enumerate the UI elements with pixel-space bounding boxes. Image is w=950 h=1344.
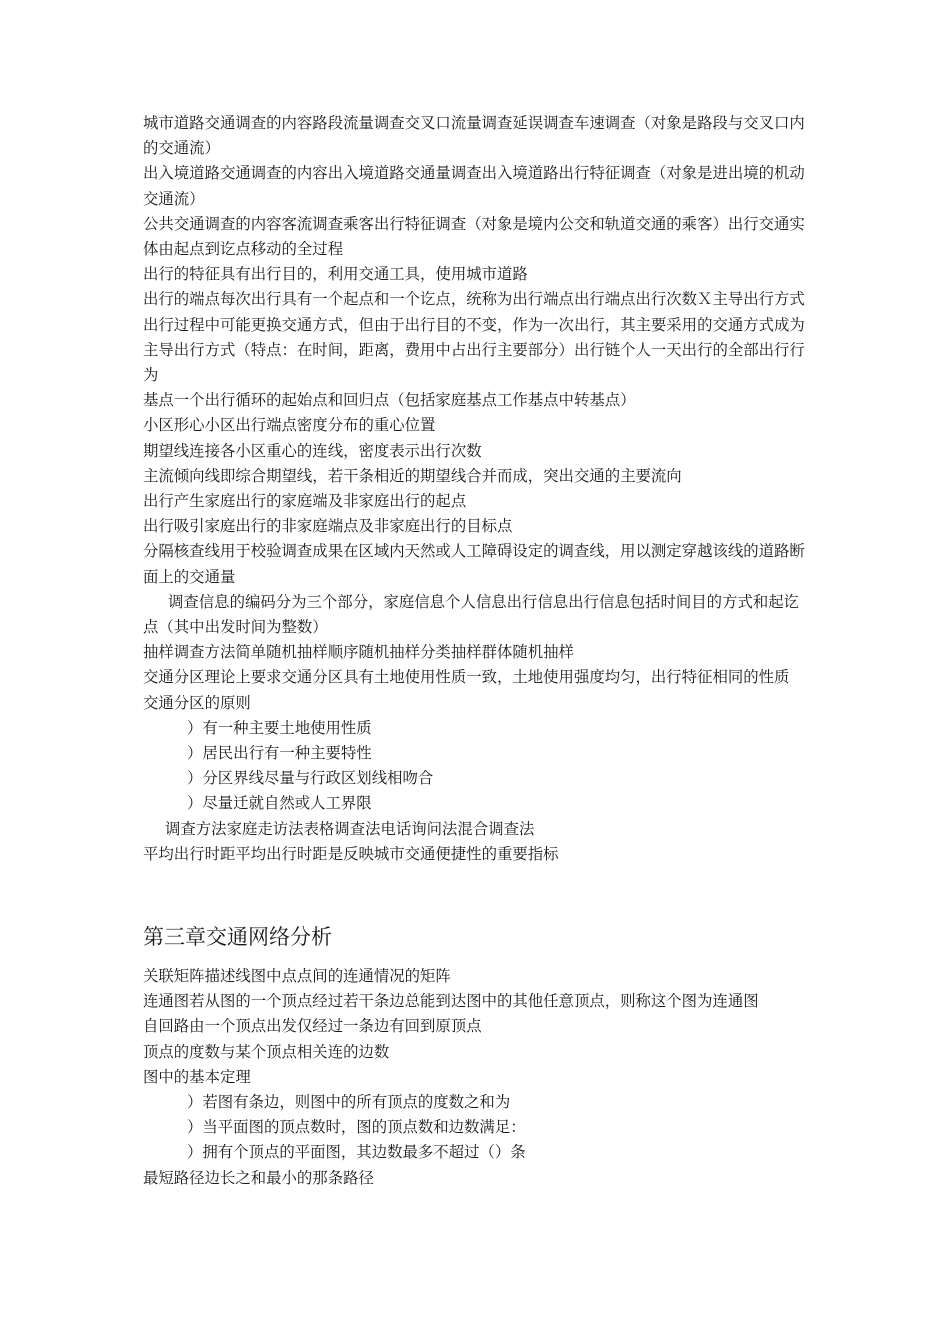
list-item: ）尽量迁就自然或人工界限 <box>187 794 372 813</box>
paragraph-self-loop: 自回路由一个顶点出发仅经过一条边有回到原顶点 <box>143 1017 482 1036</box>
paragraph-sampling: 抽样调查方法简单随机抽样顺序随机抽样分类抽样群体随机抽样 <box>143 643 574 662</box>
paragraph-base-point: 基点一个出行循环的起始点和回归点（包括家庭基点工作基点中转基点） <box>143 391 636 410</box>
paragraph-trip-production: 出行产生家庭出行的家庭端及非家庭出行的起点 <box>143 492 467 511</box>
paragraph-trip-endpoints: 出行的端点每次出行具有一个起点和一个讫点，统称为出行端点出行端点出行次数Ｘ主导出行方式出行过程中可能更换交通方式，但由于出行目的不变，作为一次出行，其主要采用的交通方式成为主导出行方式（特点：在时间，距离，费用中占出行主要部分）出行链个人一天出行的全部出行行为 <box>143 290 805 385</box>
list-item: ）分区界线尽量与行政区划线相吻合 <box>187 769 434 788</box>
paragraph-transit-survey: 公共交通调查的内容客流调查乘客出行特征调查（对象是境内公交和轨道交通的乘客）出行交通实体由起点到讫点移动的全过程 <box>143 214 805 259</box>
paragraph-screen-line: 分隔核查线用于校验调查成果在区域内天然或人工障碍设定的调查线，用以测定穿越该线的道路断面上的交通量 <box>143 542 805 586</box>
list-item: ）当平面图的顶点数时，图的顶点数和边数满足： <box>187 1118 526 1137</box>
list-item: ）居民出行有一种主要特性 <box>187 744 372 763</box>
paragraph-road-survey: 城市道路交通调查的内容路段流量调查交叉口流量调查延误调查车速调查（对象是路段与交叉口内的交通流） <box>143 114 805 158</box>
list-item: ）若图有条边，则图中的所有顶点的度数之和为 <box>187 1093 511 1112</box>
paragraph-survey-coding: 调查信息的编码分为三个部分，家庭信息个人信息出行信息出行信息包括时间目的方式和起讫点（其中出发时间为整数） <box>143 592 800 637</box>
chapter-body <box>143 964 811 1191</box>
paragraph-vertex-degree: 顶点的度数与某个顶点相关连的边数 <box>143 1042 390 1061</box>
paragraph-desire-line: 期望线连接各小区重心的连线，密度表示出行次数 <box>143 441 482 460</box>
list-item: ）有一种主要土地使用性质 <box>187 718 372 737</box>
paragraph-trip-features: 出行的特征具有出行目的，利用交通工具，使用城市道路 <box>143 265 528 284</box>
chapter-heading: 第三章交通网络分析 <box>143 925 332 949</box>
paragraph-incidence-matrix: 关联矩阵描述线图中点点间的连通情况的矩阵 <box>143 967 451 985</box>
paragraph-basic-theorems: 图中的基本定理 <box>143 1067 251 1086</box>
paragraph-zone-centroid: 小区形心小区出行端点密度分布的重心位置 <box>143 416 436 435</box>
paragraph-zoning-principle-title: 交通分区的原则 <box>143 693 251 712</box>
paragraph-shortest-path: 最短路径边长之和最小的那条路径 <box>143 1168 374 1187</box>
section-body <box>143 111 811 867</box>
paragraph-survey-methods: 调查方法家庭走访法表格调查法电话询问法混合调查法 <box>165 819 535 838</box>
paragraph-border-survey: 出入境道路交通调查的内容出入境道路交通量调查出入境道路出行特征调查（对象是进出境的机动交通流） <box>143 164 805 208</box>
paragraph-avg-travel: 平均出行时距平均出行时距是反映城市交通便捷性的重要指标 <box>143 844 559 863</box>
paragraph-connected-graph: 连通图若从图的一个顶点经过若干条边总能到达图中的其他任意顶点，则称这个图为连通图 <box>143 992 759 1011</box>
paragraph-zoning-theory: 交通分区理论上要求交通分区具有土地使用性质一致，土地使用强度均匀，出行特征相同的性质 <box>143 668 790 687</box>
paragraph-main-flow: 主流倾向线即综合期望线，若干条相近的期望线合并而成，突出交通的主要流向 <box>143 466 682 485</box>
list-item: ）拥有个顶点的平面图，其边数最多不超过（）条 <box>187 1143 526 1162</box>
paragraph-trip-attraction: 出行吸引家庭出行的非家庭端点及非家庭出行的目标点 <box>143 517 513 536</box>
